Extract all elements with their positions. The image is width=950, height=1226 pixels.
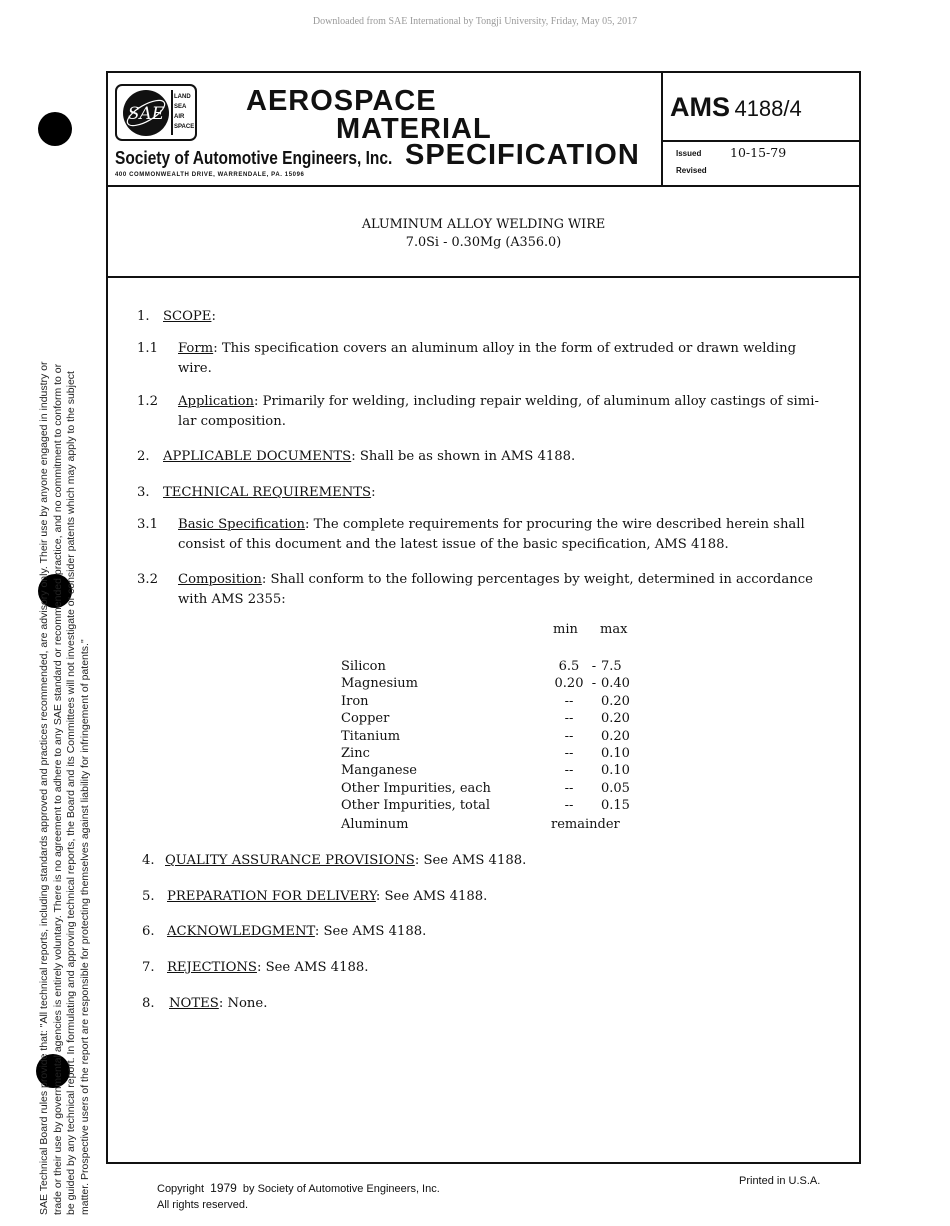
composition-min: -- [564,763,574,779]
section-heading: Composition [178,572,262,587]
header-title-aerospace: AEROSPACE [246,85,437,117]
composition-row [341,728,641,745]
composition-element: Other Impurities, each [341,780,491,796]
issued-label: Issued [676,149,702,158]
composition-element: Zinc [341,746,370,762]
composition-row [341,745,641,762]
section-text-cont: with AMS 2355: [178,592,286,607]
rights-reserved: All rights reserved. [157,1199,249,1211]
section-heading: Application [178,394,255,409]
header-title-material: MATERIAL [336,113,492,145]
logo-word: LAND [174,94,191,100]
copyright-year: 1979 [210,1181,237,1195]
composition-col-max: max [600,622,628,637]
side-disclaimer [38,175,92,1215]
composition-balance [341,817,620,832]
composition-max: 0.15 [601,798,630,814]
section-number: 1.1 [137,341,158,356]
composition-row [341,675,641,692]
revised-label: Revised [676,166,707,175]
copyright-prefix: Copyright [157,1183,205,1195]
section-heading: REJECTIONS [167,960,257,975]
section-number: 1. [137,309,150,324]
section-number: 1.2 [137,394,158,409]
composition-element: Titanium [341,728,401,744]
composition-min: 6.5 [558,659,580,674]
balance-value: remainder [551,817,620,832]
punch-hole-top [38,112,72,146]
section-5 [142,887,487,907]
section-text-cont: wire. [178,361,212,376]
section-number: 8. [142,996,155,1011]
composition-sep: - [591,659,597,674]
composition-sep [587,728,601,745]
section-text: : See AMS 4188. [414,853,527,868]
section-text: : Shall be as shown in AMS 4188. [351,449,576,464]
composition-sep [587,797,601,814]
section-heading: PREPARATION FOR DELIVERY [167,889,376,904]
composition-max: 0.20 [601,728,630,744]
section-number: 3.2 [137,572,158,587]
document-title-line2: 7.0Si - 0.30Mg (A356.0) [405,235,562,250]
section-7 [142,958,368,978]
spec-box-rule [661,140,861,142]
composition-element: Magnesium [341,676,418,692]
side-disclaimer-line: be guided by any technical report. In formulating and approving technical reports, the Board and its Committees will not investigate or consider patents which may apply to the subject [65,371,77,1215]
copyright-suffix: by Society of Automotive Engineers, Inc. [242,1183,440,1195]
composition-max: 0.40 [601,676,630,692]
composition-row [341,710,641,727]
spec-number-value: 4188/4 [734,96,802,121]
download-watermark: Downloaded from SAE International by Tongji University, Friday, May 05, 2017 [312,16,638,27]
section-text: : This specification covers an aluminum alloy in the form of extruded or drawn welding [213,341,797,356]
copyright [157,1180,440,1213]
section-text: : Primarily for welding, including repair welding, of aluminum alloy castings of simi- [254,394,819,409]
section-4 [142,851,526,871]
section-heading: QUALITY ASSURANCE PROVISIONS [165,853,415,868]
header-divider [661,71,663,186]
sae-logo [115,84,197,141]
section-3-2 [137,570,847,610]
section-heading: Basic Specification [178,517,305,532]
composition-row [341,658,641,675]
title-bottom-rule [106,276,861,278]
logo-word: SPACE [174,124,195,130]
composition-element: Silicon [341,659,386,674]
section-2 [137,447,575,467]
logo-word: SEA [174,104,187,110]
section-text-cont: consist of this document and the latest issue of the basic specification, AMS 4188. [178,537,729,552]
composition-max: 7.5 [601,659,622,674]
section-number: 6. [142,924,155,939]
section-1-1 [137,339,837,379]
composition-sep [587,693,601,710]
section-text: : See AMS 4188. [314,924,427,939]
section-punct: : [211,309,216,324]
composition-sep [587,780,601,797]
composition-row [341,762,641,779]
logo-word: AIR [174,114,185,120]
composition-min: -- [564,693,574,709]
composition-max: 0.10 [601,763,630,779]
composition-row [341,780,641,797]
section-heading: TECHNICAL REQUIREMENTS [163,485,372,500]
printed-in: Printed in U.S.A. [739,1175,821,1187]
composition-max: 0.05 [601,780,630,796]
composition-table [341,658,641,815]
header-title-specification: SPECIFICATION [405,139,640,171]
issued-date: 10-15-79 [730,145,787,160]
composition-sep [587,710,601,727]
section-1-2 [137,392,847,432]
section-number: 7. [142,960,155,975]
section-heading: NOTES [169,996,219,1011]
section-text: : See AMS 4188. [256,960,369,975]
section-number: 3.1 [137,517,158,532]
composition-sep [587,745,601,762]
composition-col-min: min [553,622,578,637]
document-title [106,216,861,252]
section-number: 3. [137,485,150,500]
composition-element: Manganese [341,763,417,779]
section-3 [137,483,376,503]
document-title-line1: ALUMINUM ALLOY WELDING WIRE [361,217,606,232]
balance-element: Aluminum [341,817,409,832]
section-6 [142,922,426,942]
composition-min: -- [564,711,574,727]
section-1 [137,307,216,327]
composition-element: Other Impurities, total [341,798,491,814]
section-text-cont: lar composition. [178,414,286,429]
org-name: Society of Automotive Engineers, Inc. [115,148,393,168]
section-8 [142,994,267,1014]
header-bottom-rule [106,185,861,187]
section-number: 2. [137,449,150,464]
composition-max: 0.20 [601,711,630,727]
section-heading: ACKNOWLEDGMENT [167,924,315,939]
composition-sep [587,762,601,779]
composition-row [341,797,641,814]
section-text: : See AMS 4188. [375,889,488,904]
composition-sep: - [591,676,597,692]
composition-min: 0.20 [554,676,584,692]
section-number: 5. [142,889,155,904]
section-heading: SCOPE [163,309,212,324]
section-punct: : [371,485,376,500]
spec-number [670,92,802,123]
composition-min: -- [564,780,574,796]
section-number: 4. [142,853,155,868]
section-text: : The complete requirements for procuring the wire described herein shall [305,517,805,532]
composition-element: Iron [341,693,369,709]
composition-element: Copper [341,711,390,727]
composition-max: 0.20 [601,693,630,709]
side-disclaimer-line: matter. Prospective users of the report are responsible for protecting themselves against liability for infringement of patents." [78,639,91,1215]
side-disclaimer-line: trade or their use by governmental agencies is entirely voluntary. There is no agreement to adhere to any SAE standard or recommended practice, and no commitment to conform to or [51,363,64,1215]
section-3-1 [137,515,847,555]
section-text: : None. [218,996,268,1011]
section-text: : Shall conform to the following percentages by weight, determined in accordance [261,572,813,587]
org-address: 400 COMMONWEALTH DRIVE, WARRENDALE, PA. 15096 [115,172,305,178]
logo-letters: SAE [127,104,165,124]
composition-min: -- [564,728,574,744]
composition-row [341,693,641,710]
section-heading: Form [178,341,214,356]
section-heading: APPLICABLE DOCUMENTS [163,449,352,464]
composition-min: -- [564,746,574,762]
spec-prefix: AMS [670,92,730,122]
composition-max: 0.10 [601,746,630,762]
composition-min: -- [564,798,574,814]
side-disclaimer-line: SAE Technical Board rules provide that: "All technical reports, including standards approved and practices recommended, are advisory only. Their use by anyone engaged in industry or [38,361,50,1215]
